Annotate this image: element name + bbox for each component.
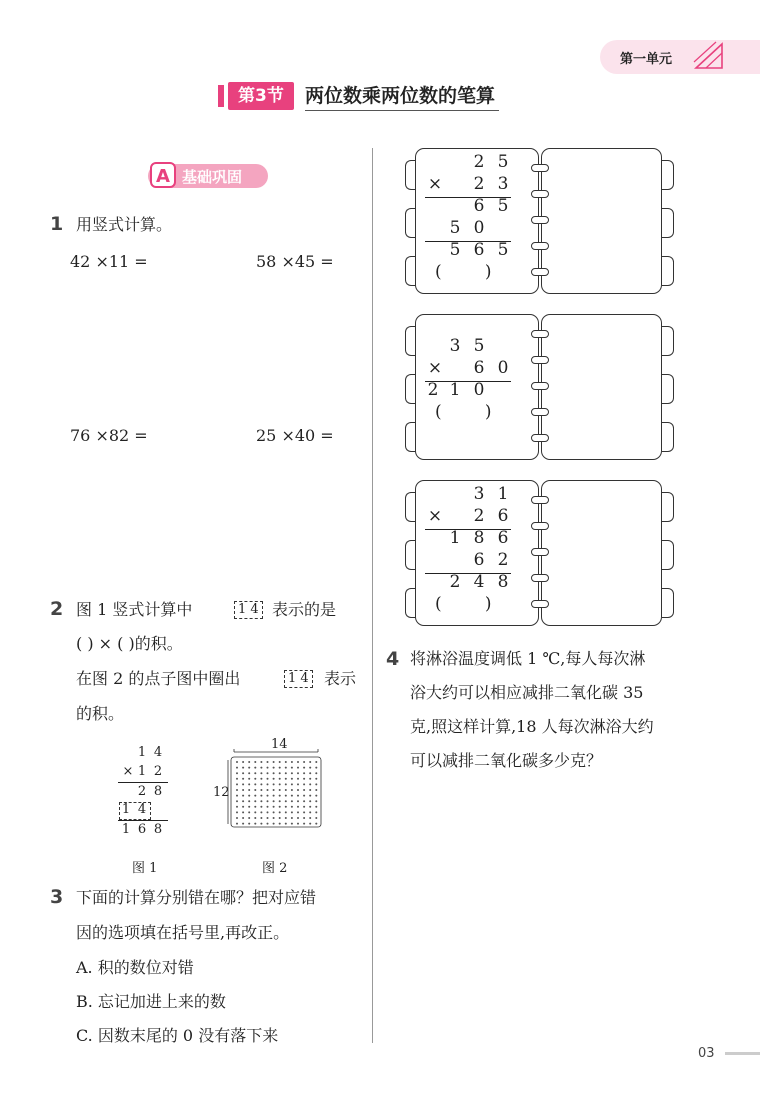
calc3-digit: 8: [497, 572, 509, 592]
grid-dot: [303, 778, 305, 780]
grid-dot: [315, 772, 317, 774]
calc3-digit: 6: [473, 550, 485, 570]
grid-dot: [291, 800, 293, 802]
grid-dot: [303, 772, 305, 774]
grid-dot: [236, 823, 238, 825]
grid-dot: [309, 817, 311, 819]
q2-line1b: 表示的是: [272, 600, 337, 619]
q3-option-b: B. 忘记加进上来的数: [76, 992, 226, 1011]
binder-ring: [531, 408, 549, 416]
grid-dot: [291, 783, 293, 785]
grid-dot: [279, 811, 281, 813]
grid-dot: [254, 817, 256, 819]
fig2-left-label: 12: [213, 785, 230, 800]
calc1-answer-paren[interactable]: ( ): [435, 262, 492, 282]
fig2-top-label: 14: [271, 737, 288, 752]
notebook-tab: [662, 540, 674, 570]
calc2-digit: 5: [473, 336, 485, 356]
notebook-tab: [662, 588, 674, 618]
grid-dot: [236, 767, 238, 769]
grid-dot: [279, 817, 281, 819]
grid-dot: [267, 783, 269, 785]
q4-line-2: 浴大约可以相应减排二氧化碳 35: [410, 683, 644, 702]
calc3-digit: 1: [497, 484, 509, 504]
binder-ring: [531, 382, 549, 390]
grid-dot: [315, 761, 317, 763]
grid-dot: [291, 778, 293, 780]
grid-dot: [297, 795, 299, 797]
notebook-1: [405, 148, 670, 294]
fig1-digit: 2: [137, 784, 147, 799]
q2-line1a: 图 1 竖式计算中: [76, 600, 193, 619]
grid-dot: [242, 772, 244, 774]
grid-dot: [303, 783, 305, 785]
grid-dot: [297, 789, 299, 791]
grid-dot: [267, 778, 269, 780]
grid-dot: [309, 800, 311, 802]
grid-dot: [309, 823, 311, 825]
grid-dot: [303, 811, 305, 813]
fig1-digit: 1: [137, 745, 147, 760]
fig1-digit: 8: [153, 784, 163, 799]
grid-dot: [303, 795, 305, 797]
grid-dot: [291, 761, 293, 763]
q3-line1: 下面的计算分别错在哪？把对应错: [76, 888, 317, 907]
grid-dot: [236, 761, 238, 763]
calc2-digit: 2: [427, 380, 439, 400]
q2-dashed-box-1: 1 4: [234, 601, 263, 619]
notebook-tab: [662, 422, 674, 452]
grid-dot: [279, 778, 281, 780]
grid-dot: [297, 767, 299, 769]
grid-dot: [242, 811, 244, 813]
grid-dot: [285, 789, 287, 791]
q3-number: 3: [50, 886, 64, 908]
grid-dot: [236, 772, 238, 774]
calc2-digit: 6: [473, 358, 485, 378]
grid-dot: [260, 795, 262, 797]
grid-dot: [267, 767, 269, 769]
grid-dot: [315, 783, 317, 785]
calc1-digit: 2: [473, 174, 485, 194]
calc3-digit: 2: [449, 572, 461, 592]
grid-dot: [242, 783, 244, 785]
grid-dot: [248, 811, 250, 813]
grid-dot: [260, 783, 262, 785]
binder-ring: [531, 496, 549, 504]
calc1-digit: 0: [473, 218, 485, 238]
grid-dot: [285, 761, 287, 763]
binder-ring: [531, 216, 549, 224]
grid-dot: [267, 800, 269, 802]
binder-ring: [531, 242, 549, 250]
calc1-times: ×: [427, 174, 443, 194]
grid-dot: [291, 795, 293, 797]
grid-dot: [309, 811, 311, 813]
fig2-caption: 图 2: [262, 861, 288, 876]
grid-dot: [273, 811, 275, 813]
grid-dot: [248, 767, 250, 769]
grid-dot: [273, 783, 275, 785]
calc1-digit: 5: [497, 152, 509, 172]
grid-dot: [236, 778, 238, 780]
section-accent: [218, 85, 224, 107]
grid-dot: [248, 795, 250, 797]
fig2-dot-grid: [226, 748, 326, 830]
grid-dot: [315, 806, 317, 808]
grid-dot: [254, 795, 256, 797]
calc-2: [425, 336, 525, 446]
calc1-digit: 5: [449, 240, 461, 260]
grid-dot: [248, 761, 250, 763]
grid-dot: [267, 811, 269, 813]
grid-dot: [315, 778, 317, 780]
grid-dot: [267, 772, 269, 774]
grid-dot: [297, 783, 299, 785]
grid-dot: [254, 789, 256, 791]
calc2-digit: 3: [449, 336, 461, 356]
grid-dot: [273, 795, 275, 797]
grid-dot: [303, 806, 305, 808]
notebook-tab: [662, 326, 674, 356]
grid-dot: [309, 783, 311, 785]
fig1-digit: 1: [137, 764, 147, 779]
grid-dot: [279, 800, 281, 802]
grid-dot: [309, 761, 311, 763]
grid-dot: [279, 783, 281, 785]
binder-ring: [531, 600, 549, 608]
calc1-digit: 3: [497, 174, 509, 194]
grid-dot: [279, 823, 281, 825]
grid-dot: [291, 806, 293, 808]
footer-rule: [725, 1052, 760, 1055]
q3-option-a: A. 积的数位对错: [76, 958, 194, 977]
grid-dot: [267, 817, 269, 819]
grid-dot: [303, 767, 305, 769]
fig1-digit: 8: [153, 822, 163, 837]
calc3-digit: 2: [497, 550, 509, 570]
binder-ring: [531, 356, 549, 364]
grid-dot: [260, 811, 262, 813]
grid-dot: [315, 789, 317, 791]
grid-dot: [315, 795, 317, 797]
grid-dot: [248, 778, 250, 780]
grid-dot: [267, 823, 269, 825]
q2-line4: 的积。: [76, 704, 125, 723]
notebook-3: [405, 480, 670, 626]
grid-dot: [291, 817, 293, 819]
grid-dot: [309, 806, 311, 808]
grid-dot: [315, 817, 317, 819]
fig1-times: ×: [122, 764, 134, 779]
grid-dot: [297, 817, 299, 819]
grid-dot: [273, 772, 275, 774]
binder-ring: [531, 164, 549, 172]
calc2-times: ×: [427, 358, 443, 378]
grid-dot: [248, 789, 250, 791]
grid-dot: [242, 800, 244, 802]
calc1-digit: 6: [473, 240, 485, 260]
grid-dot: [279, 761, 281, 763]
notebook-tab: [662, 256, 674, 286]
fig1-rule: [118, 820, 168, 821]
q1-expr-1: 42 ×11 =: [70, 252, 148, 271]
grid-dot: [297, 806, 299, 808]
calc2-digit: 0: [497, 358, 509, 378]
grid-dot: [242, 767, 244, 769]
grid-dot: [291, 789, 293, 791]
grid-dot: [309, 767, 311, 769]
notebook-tab: [662, 374, 674, 404]
calc1-digit: 6: [473, 196, 485, 216]
grid-dot: [303, 817, 305, 819]
grid-dot: [248, 823, 250, 825]
grid-dot: [297, 772, 299, 774]
calc2-digit: 0: [473, 380, 485, 400]
grid-dot: [309, 789, 311, 791]
grid-dot: [236, 783, 238, 785]
grid-dot: [285, 778, 287, 780]
grid-dot: [279, 795, 281, 797]
grid-dot: [285, 806, 287, 808]
grid-dot: [236, 789, 238, 791]
grid-dot: [242, 795, 244, 797]
grid-dot: [291, 823, 293, 825]
grid-dot: [248, 772, 250, 774]
grid-dot: [297, 778, 299, 780]
q4-number: 4: [386, 648, 400, 670]
grid-dot: [297, 800, 299, 802]
calc1-digit: 5: [497, 196, 509, 216]
ruler-triangle-icon: [692, 40, 726, 70]
notebook-right-page[interactable]: [541, 480, 662, 626]
grid-dot: [242, 806, 244, 808]
calc-3: [425, 484, 525, 624]
q2-line3b: 表示: [324, 669, 357, 688]
q3-line2: 因的选项填在括号里,再改正。: [76, 923, 290, 942]
q2-line2: ( ) × ( )的积。: [76, 634, 183, 653]
q3-option-c: C. 因数末尾的 0 没有落下来: [76, 1026, 279, 1045]
fig1-digit: 6: [137, 822, 147, 837]
grid-dot: [260, 778, 262, 780]
grid-dot: [303, 761, 305, 763]
grid-dot: [285, 772, 287, 774]
grid-dot: [315, 823, 317, 825]
grid-dot: [279, 767, 281, 769]
grid-dot: [248, 783, 250, 785]
grid-dot: [236, 800, 238, 802]
calc2-digit: 1: [449, 380, 461, 400]
fig1-calc: [118, 745, 178, 840]
grid-dot: [297, 761, 299, 763]
binder-ring: [531, 268, 549, 276]
q1-expr-3: 76 ×82 =: [70, 426, 148, 445]
grid-dot: [242, 823, 244, 825]
grid-dot: [315, 767, 317, 769]
grid-dot: [285, 767, 287, 769]
grid-dot: [273, 761, 275, 763]
notebook-right-page[interactable]: [541, 148, 662, 294]
fig1-digit: 4: [153, 745, 163, 760]
grid-dot: [236, 795, 238, 797]
grid-dot: [260, 761, 262, 763]
fig1-rule: [118, 782, 168, 783]
grid-dot: [254, 767, 256, 769]
grid-dot: [254, 761, 256, 763]
fig1-digit: 1: [121, 822, 131, 837]
grid-dot: [236, 806, 238, 808]
q4-line-4: 可以减排二氧化碳多少克？: [410, 751, 603, 770]
grid-dot: [273, 806, 275, 808]
calc3-digit: 6: [497, 528, 509, 548]
calc3-digit: 3: [473, 484, 485, 504]
grid-dot: [254, 783, 256, 785]
q1-expr-4: 25 ×40 =: [256, 426, 334, 445]
calc1-digit: 5: [449, 218, 461, 238]
fig1-digit: 4: [137, 802, 147, 817]
grid-dot: [315, 800, 317, 802]
grid-dot: [309, 795, 311, 797]
grid-dot: [297, 823, 299, 825]
grid-dot: [285, 817, 287, 819]
grid-dot: [309, 778, 311, 780]
grid-dot: [273, 817, 275, 819]
q1-expr-2: 58 ×45 =: [256, 252, 334, 271]
grid-dot: [260, 800, 262, 802]
binder-ring: [531, 522, 549, 530]
grid-dot: [242, 789, 244, 791]
notebook-right-page[interactable]: [541, 314, 662, 460]
section-title: 两位数乘两位数的笔算: [305, 82, 499, 111]
grid-dot: [254, 778, 256, 780]
q4-line-3: 克,照这样计算,18 人每次淋浴大约: [410, 717, 654, 736]
grid-dot: [285, 811, 287, 813]
grid-dot: [254, 772, 256, 774]
grid-dot: [273, 789, 275, 791]
binder-ring: [531, 330, 549, 338]
grid-dot: [248, 806, 250, 808]
part-a-label: 基础巩固: [182, 168, 243, 186]
grid-dot: [248, 817, 250, 819]
calc3-times: ×: [427, 506, 443, 526]
q2-line3a: 在图 2 的点子图中圈出: [76, 669, 241, 688]
grid-dot: [267, 761, 269, 763]
notebook-tab: [662, 492, 674, 522]
calc1-digit: 2: [473, 152, 485, 172]
calc3-digit: 4: [473, 572, 485, 592]
grid-dot: [248, 800, 250, 802]
grid-dot: [303, 789, 305, 791]
grid-dot: [236, 817, 238, 819]
q2-number: 2: [50, 598, 64, 620]
q2-dashed-box-2: 1 4: [284, 670, 313, 688]
grid-dot: [279, 789, 281, 791]
calc3-digit: 1: [449, 528, 461, 548]
calc3-digit: 6: [497, 506, 509, 526]
grid-dot: [297, 811, 299, 813]
grid-dot: [291, 772, 293, 774]
grid-dot: [285, 795, 287, 797]
q1-number: 1: [50, 213, 64, 235]
calc1-digit: 5: [497, 240, 509, 260]
grid-dot: [303, 823, 305, 825]
grid-dot: [254, 806, 256, 808]
grid-dot: [273, 800, 275, 802]
calc3-answer-paren[interactable]: ( ): [435, 594, 492, 614]
grid-dot: [260, 789, 262, 791]
grid-dot: [279, 772, 281, 774]
binder-ring: [531, 434, 549, 442]
grid-dot: [254, 811, 256, 813]
unit-label: 第一单元: [620, 52, 673, 67]
page-number: 03: [698, 1046, 715, 1061]
calc3-digit: 8: [473, 528, 485, 548]
grid-dot: [291, 767, 293, 769]
grid-dot: [267, 795, 269, 797]
fig1-digit: 1: [121, 802, 131, 817]
q1-text: 用竖式计算。: [76, 215, 173, 234]
calc2-answer-paren[interactable]: ( ): [435, 402, 492, 422]
notebook-2: [405, 314, 670, 460]
grid-dot: [242, 761, 244, 763]
grid-dot: [309, 772, 311, 774]
fig1-caption: 图 1: [132, 861, 158, 876]
notebook-tab: [662, 208, 674, 238]
grid-dot: [303, 800, 305, 802]
grid-dot: [273, 823, 275, 825]
grid-dot: [285, 823, 287, 825]
section-badge: 第3节: [228, 82, 294, 110]
grid-dot: [315, 811, 317, 813]
calc-1: [425, 152, 525, 292]
grid-dot: [267, 789, 269, 791]
grid-dot: [285, 800, 287, 802]
grid-dot: [291, 811, 293, 813]
grid-dot: [254, 823, 256, 825]
grid-dot: [260, 817, 262, 819]
binder-ring: [531, 190, 549, 198]
grid-dot: [260, 823, 262, 825]
grid-dot: [260, 772, 262, 774]
grid-dot: [236, 811, 238, 813]
grid-dot: [285, 783, 287, 785]
grid-dot: [273, 767, 275, 769]
grid-dot: [242, 778, 244, 780]
fig1-digit: 2: [153, 764, 163, 779]
grid-dot: [260, 767, 262, 769]
grid-dot: [260, 806, 262, 808]
q4-line-1: 将淋浴温度调低 1 ℃,每人每次淋: [410, 649, 646, 668]
notebook-tab: [662, 160, 674, 190]
binder-ring: [531, 548, 549, 556]
column-divider: [372, 148, 373, 1043]
part-a-letter: A: [150, 162, 176, 188]
grid-dot: [273, 778, 275, 780]
grid-dot: [242, 817, 244, 819]
calc3-digit: 2: [473, 506, 485, 526]
grid-dot: [267, 806, 269, 808]
binder-ring: [531, 574, 549, 582]
grid-dot: [254, 800, 256, 802]
grid-dot: [279, 806, 281, 808]
